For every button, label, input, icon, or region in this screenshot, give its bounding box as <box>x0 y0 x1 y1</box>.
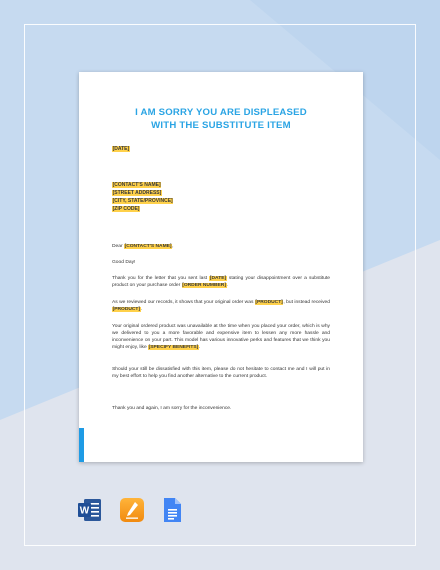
order-number-placeholder: [ORDER NUMBER] <box>182 283 226 289</box>
benefits-placeholder: [SPECIFY BENEFITS] <box>148 345 199 351</box>
pages-icon[interactable] <box>119 497 145 523</box>
document-title <box>84 107 358 132</box>
date-placeholder: [DATE] <box>112 146 130 152</box>
google-docs-icon[interactable] <box>159 497 185 523</box>
svg-text:W: W <box>79 505 90 517</box>
p1-date-placeholder: [DATE] <box>209 276 227 281</box>
word-icon[interactable] <box>77 497 103 523</box>
product-placeholder-2: [PRODUCT] <box>112 307 141 313</box>
city-placeholder: [CITY, STATE/PROVINCE] <box>112 198 173 204</box>
paragraph-1: Thank you for the letter that you sent last [DATE] stating your disappointment over a substitute product on your purchase order [ORDER NUMBER]. <box>112 276 330 289</box>
paragraph-3: Your original ordered product was unavailable at the time when you placed your order, which is why we delivered to you a more favorable and expensive item to lessen any more hassle and inconvenience on your part. This model has various innovative perks and features that we think you might enjoy, like [SPECIFY BENEFITS]. <box>112 324 330 351</box>
date-field <box>112 145 130 153</box>
accent-bar <box>79 428 84 462</box>
salutation-name-placeholder: [CONTACT'S NAME] <box>124 244 172 249</box>
zip-code-placeholder: [ZIP CODE] <box>112 206 140 212</box>
title-line-2: WITH THE SUBSTITUTE ITEM <box>151 119 291 131</box>
recipient-address <box>112 181 173 213</box>
paragraph-2: As we reviewed our records, it shows that your original order was [PRODUCT], but instead received [PRODUCT]. <box>112 300 330 313</box>
salutation: Dear [CONTACT'S NAME], <box>112 244 174 249</box>
title-line-1: I AM SORRY YOU ARE DISPLEASED <box>135 107 307 118</box>
contact-name-placeholder: [CONTACT'S NAME] <box>112 182 161 188</box>
street-address-placeholder: [STREET ADDRESS] <box>112 190 162 196</box>
product-placeholder-1: [PRODUCT] <box>255 300 283 305</box>
closing: Thank you and again, I am sorry for the inconvenience. <box>112 406 232 411</box>
greeting: Good Day! <box>112 260 136 265</box>
paragraph-4: Should your still be dissatisfied with this item, please do not hesitate to contact me and I will put in my best effort to help you find another alternative to the current product. <box>112 367 330 380</box>
